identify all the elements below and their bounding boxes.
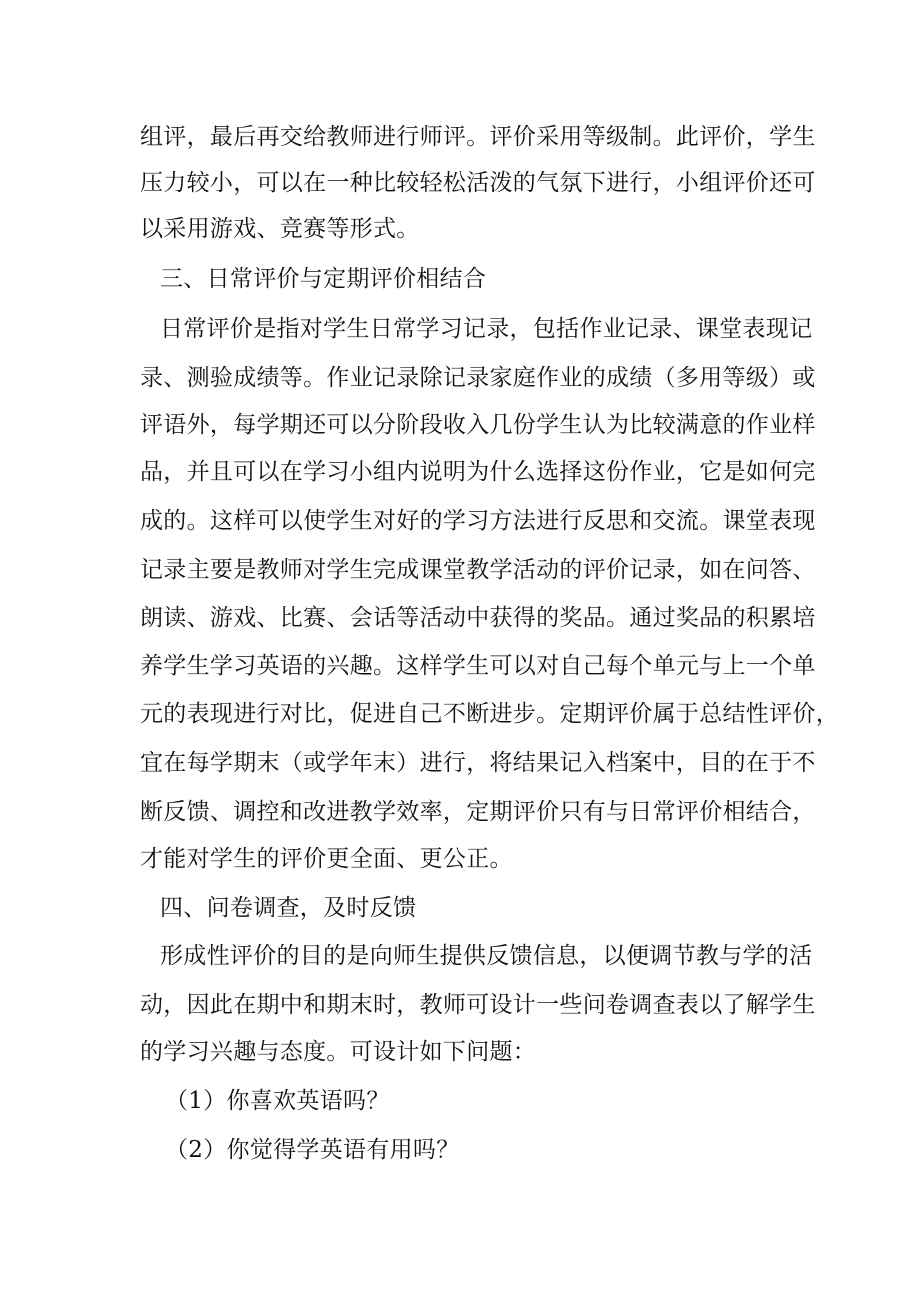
paragraph-line: 录、测验成绩等。作业记录除记录家庭作业的成绩（多用等级）或	[140, 365, 816, 391]
section-heading: 四、问卷调查，及时反馈	[160, 895, 417, 921]
paragraph-line: 的学习兴趣与态度。可设计如下问题：	[140, 1039, 537, 1065]
paragraph-line: 形成性评价的目的是向师生提供反馈信息，以便调节教与学的活	[160, 943, 813, 969]
question-item: （2）你觉得学英语有用吗？	[165, 1137, 460, 1163]
paragraph-line: 评语外，每学期还可以分阶段收入几份学生认为比较满意的作业样	[140, 412, 816, 438]
section-heading: 三、日常评价与定期评价相结合	[160, 266, 487, 292]
paragraph-line: 以采用游戏、竞赛等形式。	[140, 216, 420, 242]
paragraph-line: 才能对学生的评价更全面、更公正。	[140, 846, 513, 872]
paragraph-line: 品，并且可以在学习小组内说明为什么选择这份作业，它是如何完	[140, 459, 816, 485]
paragraph-line: 元的表现进行对比，促进自己不断进步。定期评价属于总结性评价，	[140, 701, 839, 727]
paragraph-line: 断反馈、调控和改进教学效率，定期评价只有与日常评价相结合，	[140, 799, 816, 825]
paragraph-line: 养学生学习英语的兴趣。这样学生可以对自己每个单元与上一个单	[140, 653, 816, 679]
paragraph-line: 记录主要是教师对学生完成课堂教学活动的评价记录，如在问答、	[140, 557, 816, 583]
paragraph-line: 日常评价是指对学生日常学习记录，包括作业记录、课堂表现记	[160, 316, 813, 342]
paragraph-line: 组评，最后再交给教师进行师评。评价采用等级制。此评价，学生	[140, 124, 816, 150]
paragraph-line: 宜在每学期末（或学年末）进行，将结果记入档案中，目的在于不	[140, 750, 816, 776]
paragraph-line: 动，因此在期中和期末时，教师可设计一些问卷调查表以了解学生	[140, 992, 816, 1018]
question-item: （1）你喜欢英语吗？	[165, 1088, 390, 1114]
paragraph-line: 成的。这样可以使学生对好的学习方法进行反思和交流。课堂表现	[140, 508, 816, 534]
paragraph-line: 压力较小，可以在一种比较轻松活泼的气氛下进行，小组评价还可	[140, 170, 816, 196]
paragraph-line: 朗读、游戏、比赛、会话等活动中获得的奖品。通过奖品的积累培	[140, 605, 816, 631]
